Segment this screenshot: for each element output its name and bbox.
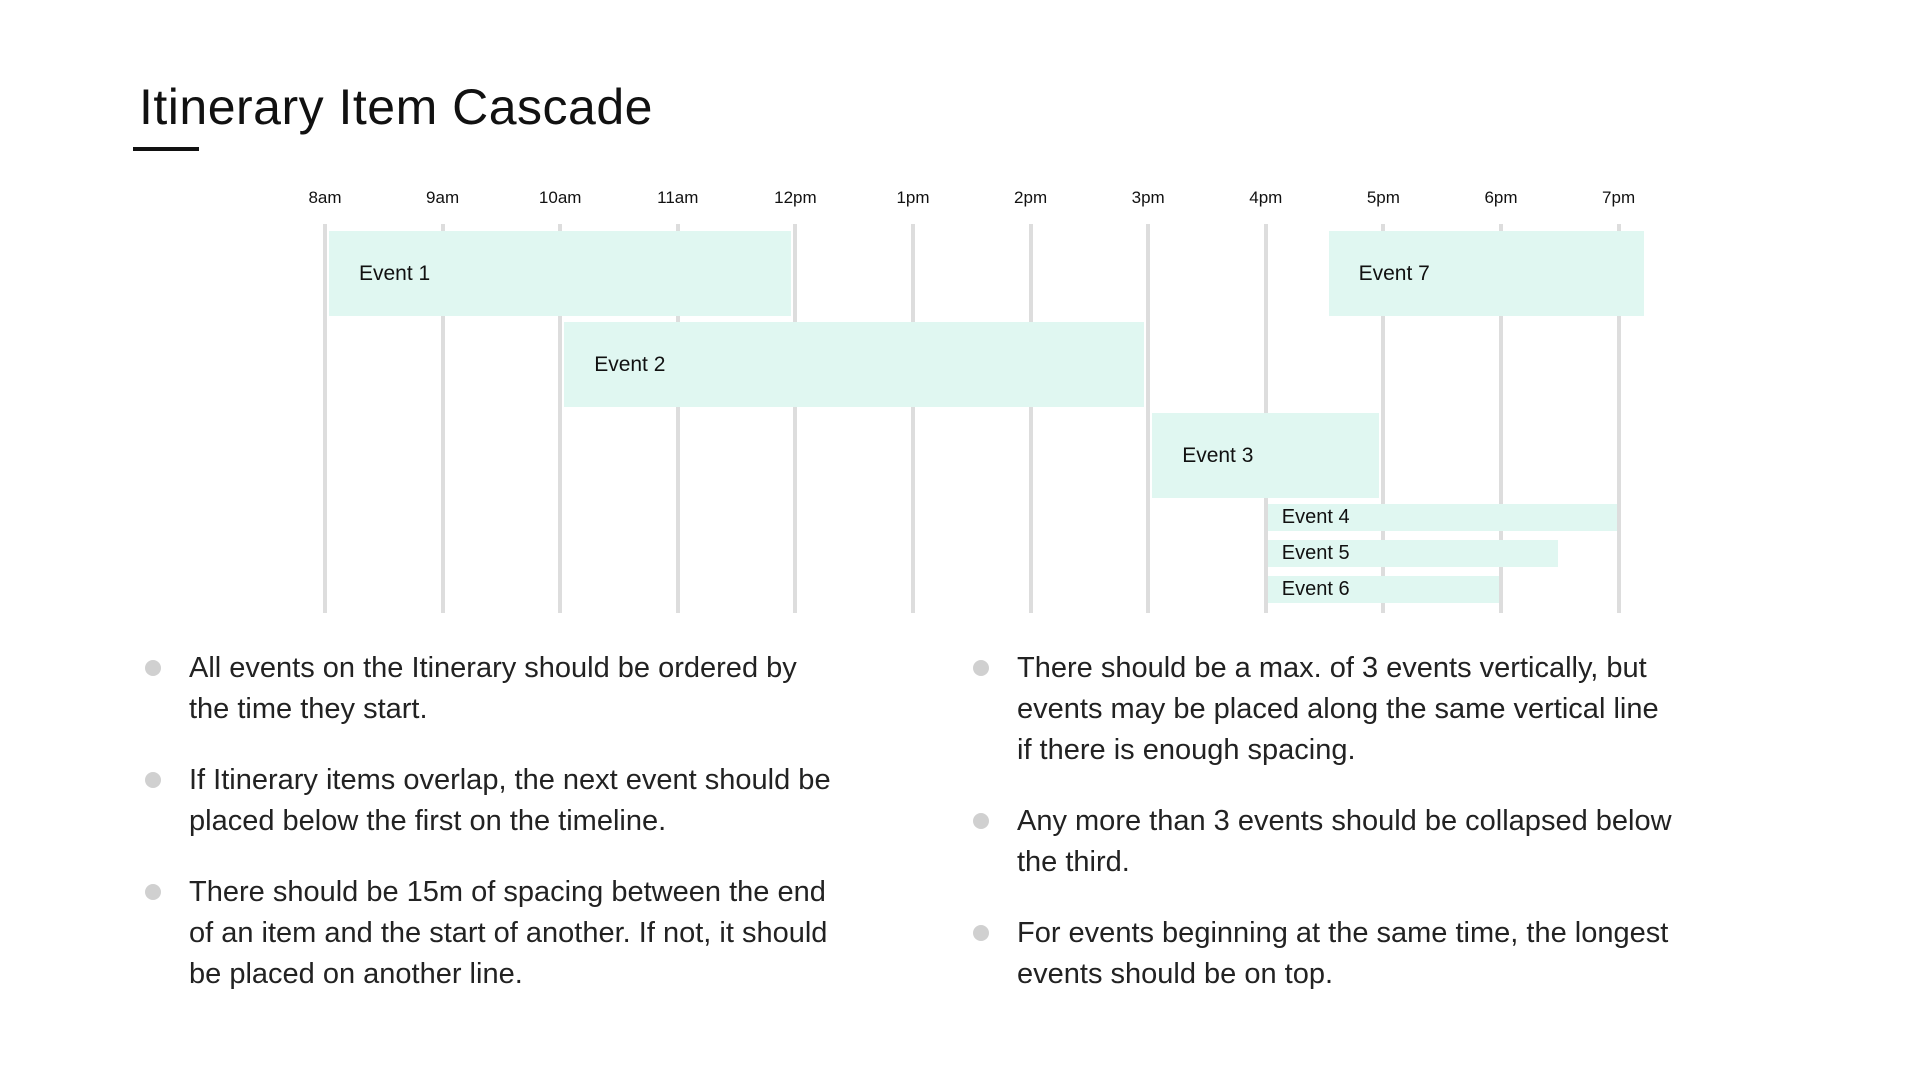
event-label: Event 4	[1281, 506, 1350, 528]
hour-label-12pm: 12pm	[774, 188, 817, 207]
guideline-text: Any more than 3 events should be collapsed below the third.	[1017, 805, 1672, 878]
event-label: Event 5	[1281, 542, 1350, 564]
event-label: Event 6	[1281, 578, 1350, 600]
guideline-text: All events on the Itinerary should be ordered by the time they start.	[189, 652, 797, 725]
guideline-text: There should be a max. of 3 events vertically, but events may be placed along the same vertical line if there is enough spacing.	[1017, 652, 1659, 766]
event-bar-1[interactable]	[329, 231, 791, 316]
guideline-bullet	[973, 648, 1673, 771]
bullet-dot-icon	[145, 660, 161, 676]
event-bar-2[interactable]	[564, 322, 1144, 407]
hour-label-3pm: 3pm	[1131, 188, 1165, 207]
event-bar-5[interactable]	[1268, 540, 1558, 567]
event-label: Event 1	[359, 261, 431, 285]
guideline-text: If Itinerary items overlap, the next event should be placed below the first on the timeline.	[189, 764, 831, 837]
guideline-bullet	[145, 872, 845, 995]
guidelines-right-column	[973, 648, 1673, 1025]
guideline-bullet	[145, 648, 845, 730]
event-bar-6[interactable]	[1268, 576, 1499, 603]
event-label: Event 3	[1182, 443, 1254, 467]
gridline-12pm	[793, 224, 797, 613]
gridline-8am	[323, 224, 327, 613]
guideline-text: For events beginning at the same time, the longest events should be on top.	[1017, 917, 1669, 990]
hour-label-6pm: 6pm	[1484, 188, 1518, 207]
guideline-bullet	[973, 801, 1673, 883]
hour-label-2pm: 2pm	[1014, 188, 1048, 207]
page-title: Itinerary Item Cascade	[139, 79, 653, 135]
guideline-text: There should be 15m of spacing between the end of an item and the start of another. If not, it should be placed on another line.	[189, 876, 828, 990]
gridline-2pm	[1029, 224, 1033, 613]
bullet-dot-icon	[973, 660, 989, 676]
hour-label-1pm: 1pm	[896, 188, 930, 207]
hour-label-9am: 9am	[426, 188, 460, 207]
bullet-dot-icon	[973, 813, 989, 829]
guideline-bullet	[973, 913, 1673, 995]
hour-label-4pm: 4pm	[1249, 188, 1283, 207]
event-bar-3[interactable]	[1152, 413, 1379, 498]
event-bar-7[interactable]	[1329, 231, 1644, 316]
event-bar-4[interactable]	[1268, 504, 1617, 531]
hour-label-7pm: 7pm	[1602, 188, 1636, 207]
hour-label-10am: 10am	[538, 188, 582, 207]
hour-label-11am: 11am	[657, 188, 699, 207]
bullet-dot-icon	[145, 772, 161, 788]
hour-label-5pm: 5pm	[1366, 188, 1400, 207]
bullet-dot-icon	[145, 884, 161, 900]
gridline-3pm	[1146, 224, 1150, 613]
event-label: Event 2	[594, 352, 666, 376]
event-label: Event 7	[1358, 261, 1430, 285]
hour-label-8am: 8am	[308, 188, 342, 207]
bullet-dot-icon	[973, 925, 989, 941]
guidelines-left-column	[145, 648, 845, 1025]
gridline-1pm	[911, 224, 915, 613]
guideline-bullet	[145, 760, 845, 842]
